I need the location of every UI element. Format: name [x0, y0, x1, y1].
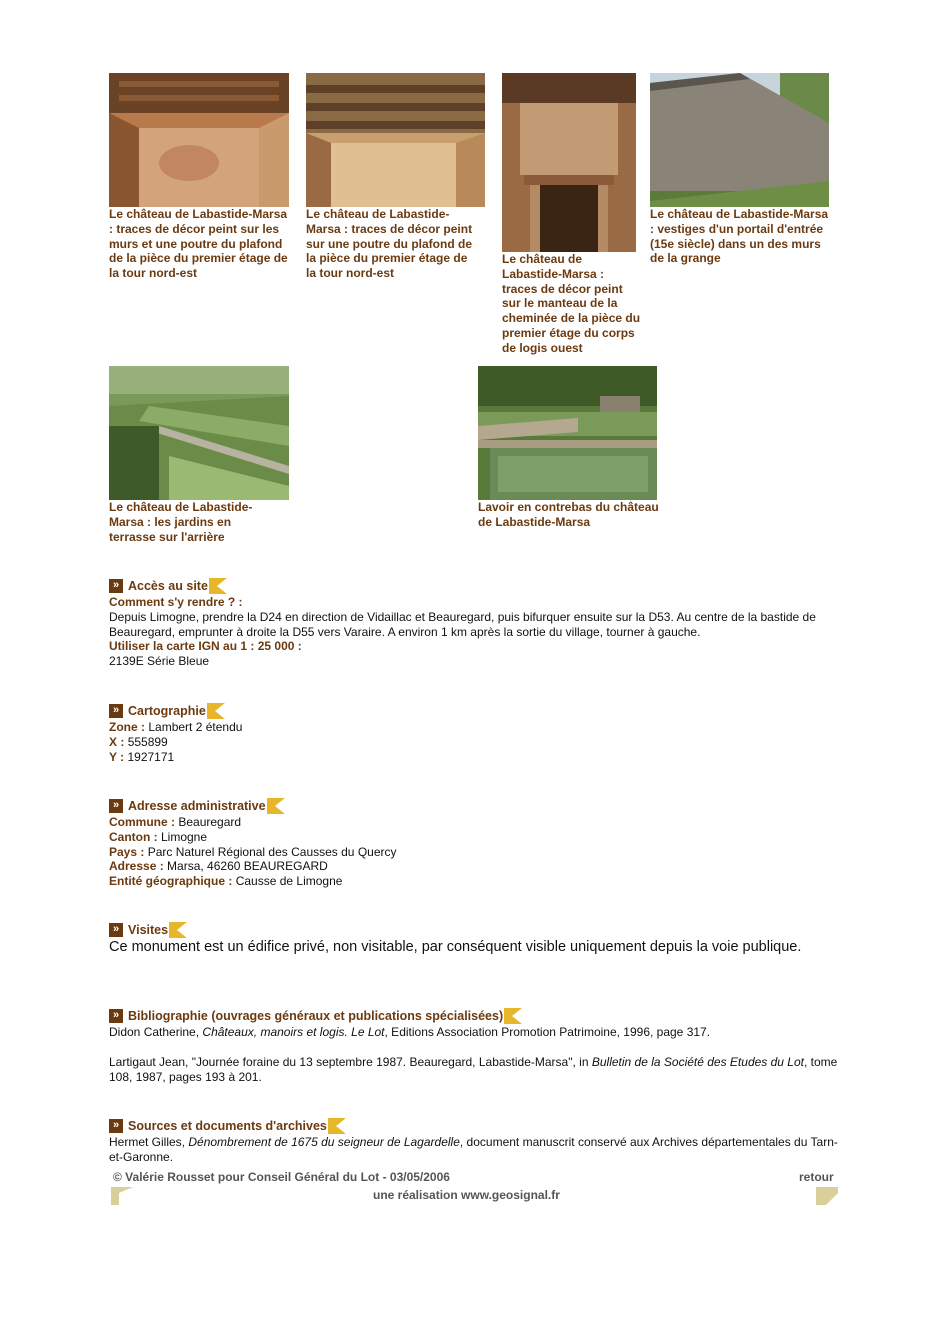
photo-caption: Le château de Labastide-Marsa : les jardins en terrasse sur l'arrière	[109, 500, 253, 544]
photo-terrace-gardens	[109, 366, 289, 500]
section-header	[109, 1007, 839, 1025]
section-title: Accès au site	[128, 578, 208, 593]
section-title: Adresse administrative	[128, 798, 266, 813]
x-value: 555899	[127, 734, 168, 749]
archive-entry	[109, 1135, 839, 1165]
section-header	[109, 702, 839, 720]
double-chevron-icon: »	[109, 799, 123, 813]
double-chevron-icon: »	[109, 704, 123, 718]
bibliography-entry	[109, 1055, 839, 1085]
ref-rest: , Editions Association Promotion Patrimoine, 1996, page 317.	[384, 1025, 711, 1039]
section-sources	[109, 1117, 839, 1165]
yellow-flag-icon	[504, 1008, 522, 1024]
commune-row	[109, 815, 839, 830]
canton-value: Limogne	[161, 829, 208, 844]
photo-caption: Le château de Labastide-Marsa : traces de décor peint sur une poutre du plafond de la pièce du premier étage de la tour nord-est	[306, 207, 473, 281]
y-row	[109, 750, 839, 765]
field-label: Canton :	[109, 829, 158, 844]
entite-row	[109, 874, 839, 889]
source-author: Hermet Gilles,	[109, 1135, 186, 1149]
field-label: Commune :	[109, 815, 175, 829]
double-chevron-icon: »	[109, 1119, 123, 1133]
field-label: Comment s'y rendre ? :	[109, 595, 243, 609]
source-rest: , document manuscrit conservé aux Archives départementales du Tarn-et-Garonne.	[109, 1135, 838, 1164]
corner-ornament-left-icon	[111, 1187, 133, 1205]
section-header	[109, 1117, 839, 1135]
ref-rest: , tome 108, 1987, pages 193 à 201.	[109, 1054, 838, 1084]
field-label: Adresse :	[109, 859, 164, 874]
section-title: Bibliographie (ouvrages généraux et publications spécialisées)	[128, 1008, 504, 1023]
photo-caption: Le château de Labastide-Marsa : traces de décor peint sur le manteau de la cheminée de la pièce du premier étage du corps de logis ouest	[502, 252, 641, 355]
field-label: Pays :	[109, 844, 145, 859]
adresse-value: Marsa, 46260 BEAUREGARD	[167, 859, 328, 874]
bibliography-entry	[109, 1025, 839, 1040]
ref-author: Didon Catherine,	[109, 1025, 200, 1039]
y-value: 1927171	[127, 749, 175, 764]
section-acces	[109, 577, 839, 669]
photo-grange-wall	[650, 73, 829, 207]
photo-caption: Lavoir en contrebas du château de Labastide-Marsa	[478, 500, 659, 529]
yellow-flag-icon	[207, 703, 225, 719]
entite-value: Causse de Limogne	[235, 874, 343, 889]
section-title: Cartographie	[128, 703, 206, 718]
commune-value: Beauregard	[178, 815, 242, 829]
corner-ornament-right-icon	[816, 1187, 838, 1205]
ref-title: Châteaux, manoirs et logis. Le Lot	[202, 1025, 385, 1039]
section-header	[109, 921, 839, 939]
visites-text: Ce monument est un édifice privé, non visitable, par conséquent visible uniquement depuis la voie publique.	[109, 939, 802, 955]
photo-tower-wall-beam	[109, 73, 289, 207]
retour-link[interactable]: retour	[799, 1170, 834, 1184]
field-label: Entité géographique :	[109, 874, 233, 889]
field-label: Y :	[109, 749, 125, 764]
photo-fireplace	[502, 73, 636, 252]
section-title: Sources et documents d'archives	[128, 1118, 327, 1133]
section-visites	[109, 921, 839, 957]
section-header	[109, 577, 839, 595]
yellow-flag-icon	[267, 798, 285, 814]
ref-author: Lartigaut Jean, "Journée foraine du 13 septembre 1987. Beauregard, Labastide-Marsa", in	[109, 1054, 589, 1069]
double-chevron-icon: »	[109, 923, 123, 937]
pays-value: Parc Naturel Régional des Causses du Quercy	[147, 844, 397, 859]
zone-value: Lambert 2 étendu	[148, 720, 243, 734]
yellow-flag-icon	[209, 578, 227, 594]
pays-row	[109, 845, 839, 860]
field-label: X :	[109, 734, 125, 749]
section-adresse	[109, 797, 839, 889]
photo-lavoir	[478, 366, 657, 500]
section-header	[109, 797, 839, 815]
photo-tower-ceiling-beam	[306, 73, 485, 207]
section-bibliographie	[109, 1007, 839, 1084]
photo-caption: Le château de Labastide-Marsa : vestiges d'un portail d'entrée (15e siècle) dans un des murs de la grange	[650, 207, 829, 266]
source-title: Dénombrement de 1675 du seigneur de Lagardelle	[188, 1135, 460, 1149]
ign-map-value: 2139E Série Bleue	[109, 654, 210, 669]
yellow-flag-icon	[169, 922, 187, 938]
zone-row	[109, 720, 839, 735]
ref-title: Bulletin de la Société des Etudes du Lot	[591, 1054, 804, 1069]
geosignal-link[interactable]: une réalisation www.geosignal.fr	[373, 1188, 560, 1202]
field-label: Utiliser la carte IGN au 1 : 25 000 :	[109, 639, 302, 654]
x-row	[109, 735, 839, 750]
adresse-row	[109, 859, 839, 874]
photo-caption: Le château de Labastide-Marsa : traces de décor peint sur les murs et une poutre du plafond de la pièce du premier étage de la tour nord-est	[109, 207, 288, 281]
section-title: Visites	[128, 922, 169, 937]
directions-text: Depuis Limogne, prendre la D24 en direction de Vidaillac et Beauregard, puis bifurquer ensuite sur la D53. Au centre de la bastide de Beauregard, emprunter à droite la D55 vers Varaire. A environ 1 km après la sortie du village, tourner à gauche.	[109, 609, 816, 639]
canton-row	[109, 830, 839, 845]
double-chevron-icon: »	[109, 1009, 123, 1023]
double-chevron-icon: »	[109, 579, 123, 593]
section-cartographie	[109, 702, 839, 764]
field-label: Zone :	[109, 720, 145, 734]
yellow-flag-icon	[328, 1118, 346, 1134]
footer-copyright: © Valérie Rousset pour Conseil Général du Lot - 03/05/2006	[113, 1170, 450, 1184]
